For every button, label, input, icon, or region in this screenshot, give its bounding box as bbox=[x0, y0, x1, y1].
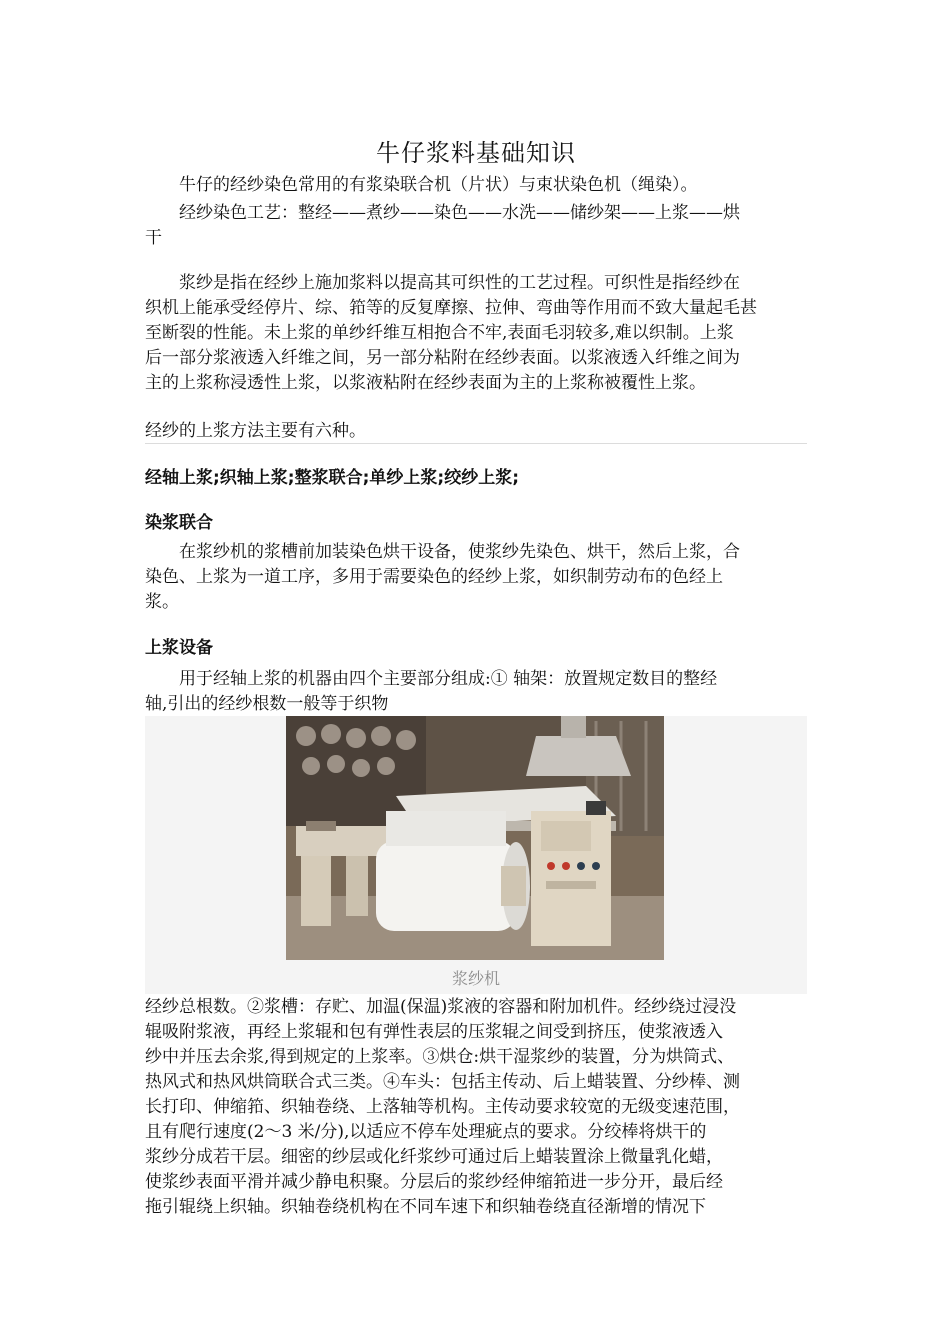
definition-line-2: 织机上能承受经停片、综、筘等的反复摩擦、拉伸、弯曲等作用而不致大量起毛甚 bbox=[145, 298, 757, 318]
continuation-line-6: 且有爬行速度(2～3 米/分),以适应不停车处理疵点的要求。分绞棒将烘干的 bbox=[145, 1122, 707, 1142]
section2-line-1: 用于经轴上浆的机器由四个主要部分组成:① 轴架：放置规定数目的整经 bbox=[179, 669, 718, 689]
section2-line-2: 轴,引出的经纱根数一般等于织物 bbox=[145, 694, 389, 714]
figure-caption: 浆纱机 bbox=[451, 969, 500, 988]
continuation-line-8: 使浆纱表面平滑并减少静电积聚。分层后的浆纱经伸缩筘进一步分开，最后经 bbox=[145, 1172, 723, 1192]
continuation-line-4: 热风式和热风烘筒联合式三类。④车头：包括主传动、后上蜡装置、分纱棒、测 bbox=[145, 1072, 740, 1092]
section-heading-equipment: 上浆设备 bbox=[145, 638, 213, 658]
figure bbox=[145, 716, 807, 994]
continuation-line-5: 长打印、伸缩筘、织轴卷绕、上落轴等机构。主传动要求较宽的无级变速范围， bbox=[145, 1097, 740, 1117]
intro-line-2: 经纱染色工艺：整经——煮纱——染色——水洗——储纱架——上浆——烘 bbox=[179, 203, 740, 223]
intro-line-3: 干 bbox=[145, 228, 162, 248]
document-title: 牛仔浆料基础知识 bbox=[376, 139, 576, 167]
section1-line-1: 在浆纱机的浆槽前加装染色烘干设备，使浆纱先染色、烘干，然后上浆，合 bbox=[179, 542, 740, 562]
intro-line-1: 牛仔的经纱染色常用的有浆染联合机（片状）与束状染色机（绳染）。 bbox=[179, 175, 698, 195]
definition-line-3: 至断裂的性能。未上浆的单纱纤维互相抱合不牢,表面毛羽较多,难以织制。上浆 bbox=[145, 323, 734, 343]
methods-list: 经轴上浆;织轴上浆;整浆联合;单纱上浆;绞纱上浆; bbox=[145, 468, 519, 488]
sizing-machine-image bbox=[286, 716, 664, 960]
continuation-line-1: 经纱总根数。②浆槽：存贮、加温(保温)浆液的容器和附加机件。经纱绕过浸没 bbox=[145, 997, 737, 1017]
continuation-line-3: 纱中并压去余浆,得到规定的上浆率。③烘仓:烘干湿浆纱的装置，分为烘筒式、 bbox=[145, 1047, 735, 1067]
section1-line-3: 浆。 bbox=[145, 592, 179, 612]
continuation-line-7: 浆纱分成若干层。细密的纱层或化纤浆纱可通过后上蜡装置涂上微量乳化蜡， bbox=[145, 1147, 723, 1167]
continuation-line-2: 辊吸附浆液，再经上浆辊和包有弹性表层的压浆辊之间受到挤压，使浆液透入 bbox=[145, 1022, 723, 1042]
section1-line-2: 染色、上浆为一道工序，多用于需要染色的经纱上浆，如织制劳动布的色经上 bbox=[145, 567, 723, 587]
section-heading-dye-size: 染浆联合 bbox=[145, 513, 213, 533]
methods-intro: 经纱的上浆方法主要有六种。 bbox=[145, 421, 366, 441]
continuation-line-9: 拖引辊绕上织轴。织轴卷绕机构在不同车速下和织轴卷绕直径渐增的情况下 bbox=[145, 1197, 706, 1217]
definition-line-5: 主的上浆称浸透性上浆，以浆液粘附在经纱表面为主的上浆称被覆性上浆。 bbox=[145, 373, 706, 393]
definition-line-1: 浆纱是指在经纱上施加浆料以提高其可织性的工艺过程。可织性是指经纱在 bbox=[179, 273, 740, 293]
divider bbox=[145, 443, 807, 444]
definition-line-4: 后一部分浆液透入纤维之间，另一部分粘附在经纱表面。以浆液透入纤维之间为 bbox=[145, 348, 740, 368]
